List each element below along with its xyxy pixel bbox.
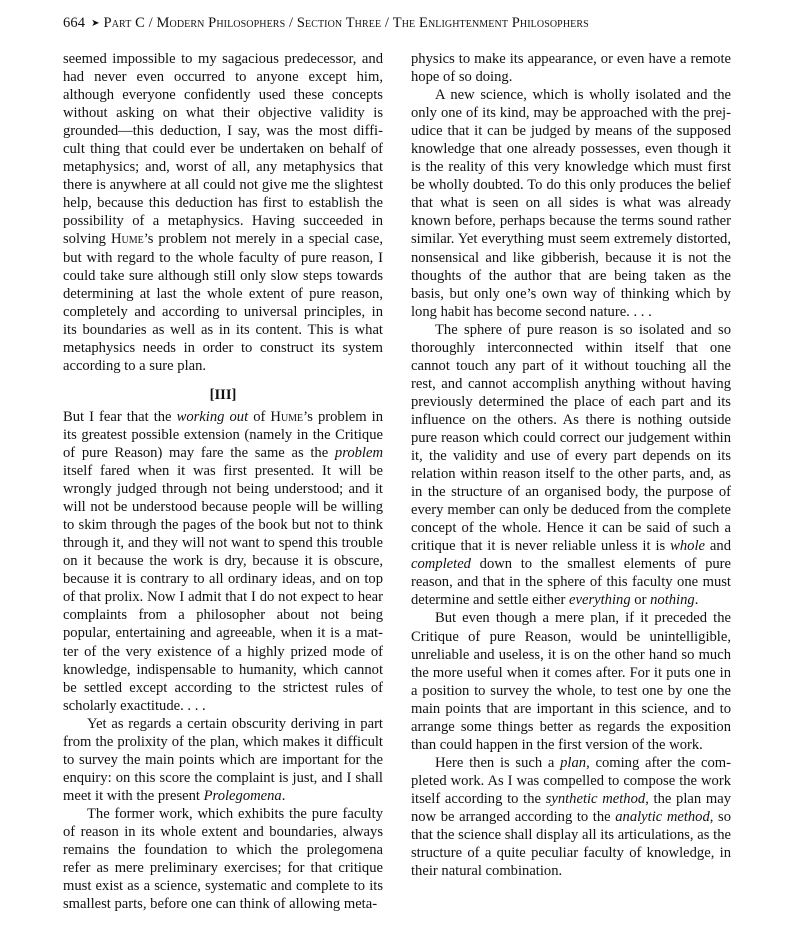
- header-separator: /: [285, 15, 297, 31]
- header-enlightenment: The Enlightenment Philosophers: [392, 15, 589, 31]
- paragraph: The sphere of pure reason is so isolated and so thoroughly interconnected within itself that one cannot touch any part of it without touching all the rest, and cannot accomplish anything without having previously determined the place of each part and its influence on the others. As there is nothing outside pure reason which could correct our judgement within it, the validity and use of every part depends on its relation within reason itself to the other parts, and, as in the structure of an organised body, the purpose of every member can only be deduced from the complete concept of the whole. Hence it can be said of such a critique that it is never reliable unless it is whole and completed down to the smallest elements of pure reason, and that in the sphere of this faculty one must determine and settle either everything or nothing.: [411, 321, 731, 609]
- emphasis: whole: [670, 538, 705, 555]
- emphasis: Prolegomena: [203, 787, 282, 804]
- right-column: [411, 50, 731, 880]
- header-section: Section Three: [296, 15, 382, 31]
- header-separator: /: [144, 15, 157, 31]
- name-hume: Hume: [110, 231, 144, 248]
- running-header: [63, 15, 743, 32]
- emphasis: nothing: [650, 592, 695, 609]
- left-column: [63, 50, 383, 913]
- paragraph: The former work, which exhibits the pure faculty of reason in its whole extent and boundaries, always remains the foundation to which the prolegomena refer as mere preliminary exercises; for that critique must exist as a science, systematic and complete to its smallest parts, before one can think of allowing meta-: [63, 805, 383, 913]
- arrow-icon: ➤: [91, 18, 100, 29]
- paragraph: But I fear that the working out of Hume’s problem in its greatest possible extension (namely in the Critique of pure Reason) may fare the same as the problem itself fared when it was first presented. It will be wrongly judged through not being understood; and it will not be understood because people will be willing to skim through the pages of the book but not to think through it, and they will not want to spend this trouble on it because the work is dry, because it is obscure, because it is contrary to all ordinary ideas, and on top of that prolix. Now I admit that I do not expect to hear complaints from a philosopher about not being popular, entertaining and agreeable, when it is a matter of the very existence of a highly prized mode of knowledge, indispensable to humanity, which cannot be settled except according to the strictest rules of scholarly exactitude. . . .: [63, 408, 383, 714]
- header-separator: /: [381, 15, 393, 31]
- emphasis: completed: [411, 556, 471, 573]
- paragraph: Here then is such a plan, coming after the completed work. As I was compelled to compose the work itself according to the synthetic method, the plan may now be arranged according to the analytic method, so that the science shall display all its articulations, as the structure of a quite peculiar faculty of knowledge, in their natural combination.: [411, 754, 732, 880]
- paragraph: physics to make its appearance, or even have a remote hope of so doing.: [411, 51, 731, 86]
- emphasis: problem: [334, 444, 383, 461]
- emphasis: everything: [569, 592, 631, 609]
- page-number: 664: [63, 15, 86, 31]
- paragraph: But even though a mere plan, if it preceded the Critique of pure Reason, would be unintelligible, unreliable and useless, it is on the other hand so much the more useful when it comes after. For it puts one in a position to survey the whole, to test one by one the main points that are important in this science, and to arrange some things better as regards the exposition than could happen in the first version of the work.: [411, 610, 731, 753]
- emphasis: analytic method: [615, 808, 710, 825]
- header-modern-philosophers: Modern Philosophers: [156, 15, 286, 31]
- paragraph: seemed impossible to my sagacious predecessor, and had never even occurred to anyone except him, although everyone confidently used these concepts without asking on what their objective validity is grounded—this deduction, I say, was the most difficult thing that could ever be undertaken on behalf of metaphysics; and, worst of all, any metaphysics that there is anywhere at all could not give me the slightest help, because this deduction has first to establish the possibility of a metaphysics. Having succeeded in solving Hume’s problem not merely in a special case, but with regard to the whole faculty of pure reason, I could take sure although still only slow steps towards determining at last the whole extent of pure reason, completely and according to universal principles, in its boundaries as well as in its content. This is what metaphysics needs in order to construct its system according to a sure plan.: [63, 51, 384, 374]
- emphasis: synthetic method: [545, 790, 646, 807]
- paragraph: A new science, which is wholly isolated and the only one of its kind, may be approached with the prejudice that it can be judged by means of the supposed knowledge that one already possesses, even though it is the reality of this very knowledge which must first be wholly doubted. To do this only produces the belief that what is seen on all sides is what was already known before, perhaps because the terms sound rather similar. Yet everything must seem extremely distorted, nonsensical and like gibberish, because it is not the thoughts of the author that are being taken as the basis, but only one’s own way of thinking which by long habit has become second nature. . . .: [411, 87, 731, 320]
- header-part: Part C: [103, 15, 145, 31]
- emphasis: working out: [176, 408, 249, 425]
- emphasis: plan: [560, 754, 587, 771]
- paragraph: Yet as regards a certain obscurity deriving in part from the prolixity of the plan, which makes it difficult to survey the main points which are important for the enquiry: on this score the complaint is just, and I shall meet it with the present Prolegomena.: [63, 715, 383, 804]
- name-hume: Hume: [270, 408, 304, 425]
- section-heading: [III]: [209, 386, 237, 403]
